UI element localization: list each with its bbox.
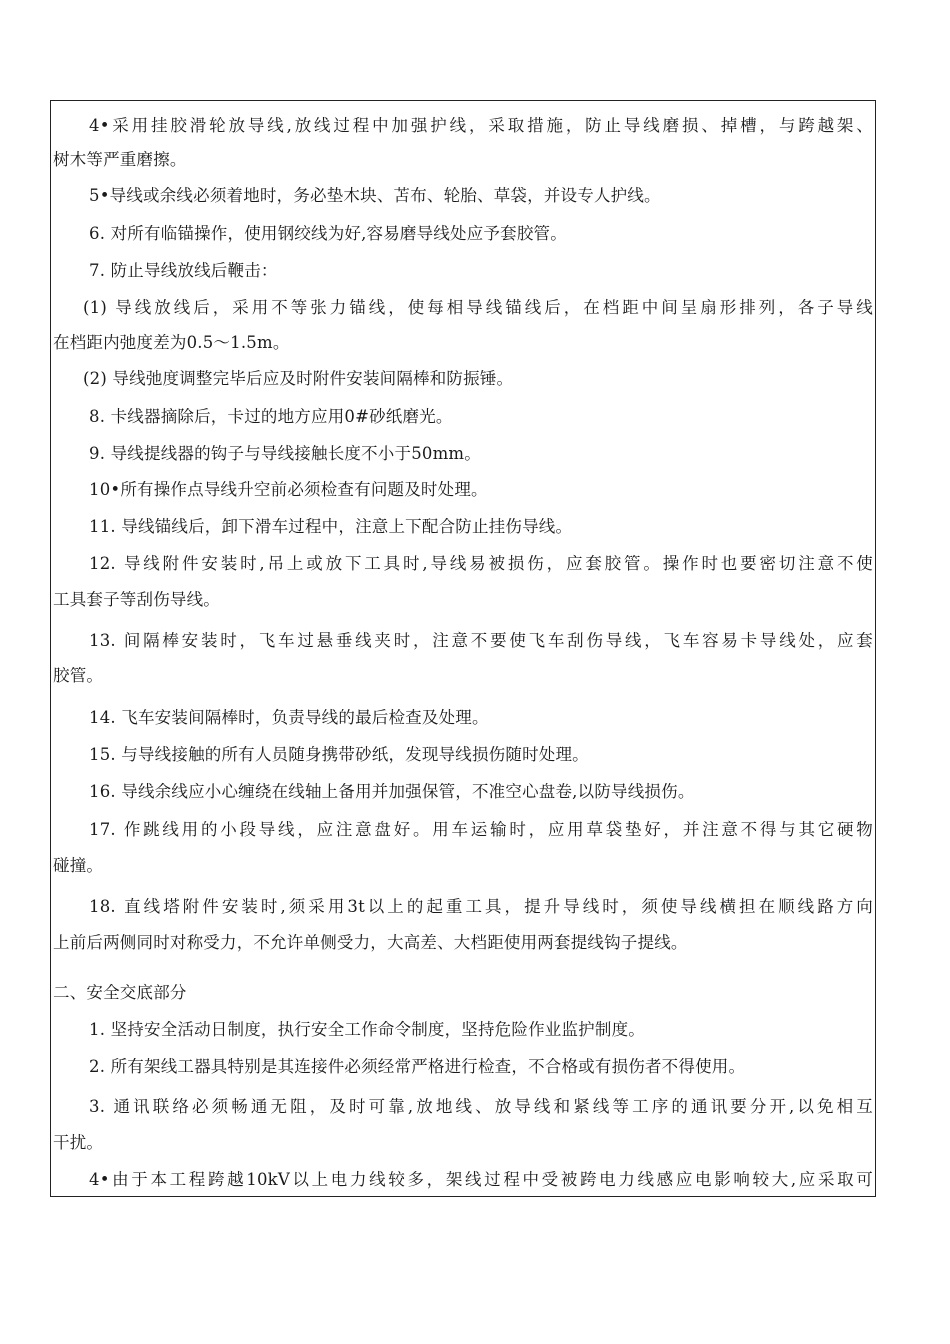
text-line: 12. 导线附件安装时,吊上或放下工具时,导线易被损伤，应套胶管。操作时也要密切注意不使 [89,554,873,573]
text-line: 2. 所有架线工器具特别是其连接件必须经常严格进行检查，不合格或有损伤者不得使用。 [89,1057,746,1076]
section-heading: 二、安全交底部分 [53,983,187,1002]
text-line: 4•由于本工程跨越10kV以上电力线较多，架线过程中受被跨电力线感应电影响较大,应采取可 [89,1170,873,1189]
text-line: 16. 导线余线应小心缠绕在线轴上备用并加强保管，不准空心盘卷,以防导线损伤。 [89,782,695,801]
text-line: 碰撞。 [53,856,104,875]
text-line: 13. 间隔棒安装时，飞车过悬垂线夹时，注意不要使飞车刮伤导线，飞车容易卡导线处，应套 [89,631,873,650]
text-line: (2) 导线弛度调整完毕后应及时附件安装间隔棒和防振锤。 [83,369,514,388]
text-line: 5•导线或余线必须着地时，务必垫木块、苫布、轮胎、草袋，并设专人护线。 [89,186,661,205]
text-line: 在档距内弛度差为0.5〜1.5m。 [53,333,290,352]
text-line: 10•所有操作点导线升空前必须检查有问题及时处理。 [89,480,488,499]
text-line: 6. 对所有临锚操作，使用钢绞线为好,容易磨导线处应予套胶管。 [89,224,567,243]
text-line: 17. 作跳线用的小段导线，应注意盘好。用车运输时，应用草袋垫好，并注意不得与其它硬物 [89,820,873,839]
text-line: 9. 导线提线器的钩子与导线接触长度不小于50mm。 [89,444,481,463]
text-line: 8. 卡线器摘除后，卡过的地方应用0#砂纸磨光。 [89,407,453,426]
text-line: 1. 坚持安全活动日制度，执行安全工作命令制度，坚持危险作业监护制度。 [89,1020,645,1039]
text-line: 干扰。 [53,1133,104,1152]
text-line: 胶管。 [53,666,104,685]
text-line: 3. 通讯联络必须畅通无阻，及时可靠,放地线、放导线和紧线等工序的通讯要分开,以免相互 [89,1097,873,1116]
text-line: 14. 飞车安装间隔棒时，负责导线的最后检查及处理。 [89,708,489,727]
text-line: 7. 防止导线放线后鞭击： [89,261,278,280]
text-line: 4•采用挂胶滑轮放导线,放线过程中加强护线，采取措施，防止导线磨损、掉槽，与跨越架、 [89,116,873,135]
text-line: 上前后两侧同时对称受力，不允许单侧受力，大高差、大档距使用两套提线钩子提线。 [53,933,688,952]
text-line: (1) 导线放线后，采用不等张力锚线，使每相导线锚线后，在档距中间呈扇形排列，各子导线 [83,298,873,317]
document-frame [50,100,876,1197]
text-line: 11. 导线锚线后，卸下滑车过程中，注意上下配合防止挂伤导线。 [89,517,573,536]
text-line: 工具套子等刮伤导线。 [53,590,220,609]
text-line: 树木等严重磨擦。 [53,150,187,169]
text-line: 18. 直线塔附件安装时,须采用3t以上的起重工具，提升导线时，须使导线横担在顺线路方向 [89,897,873,916]
text-line: 15. 与导线接触的所有人员随身携带砂纸，发现导线损伤随时处理。 [89,745,589,764]
